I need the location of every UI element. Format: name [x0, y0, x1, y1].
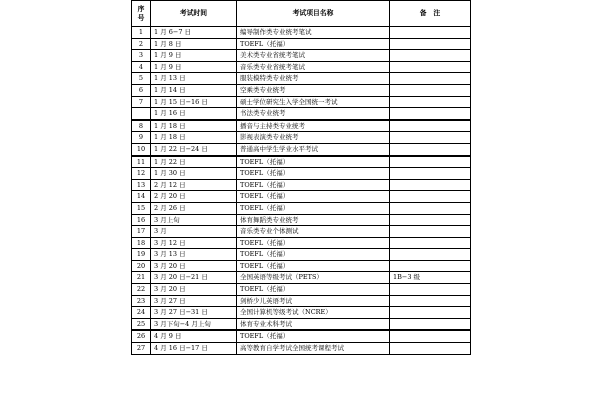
- cell-name: TOEFL（托福）: [237, 237, 390, 249]
- cell-note: [390, 249, 471, 261]
- cell-seq: 19: [132, 249, 151, 261]
- cell-name: 编导制作类专业统考笔试: [237, 27, 390, 39]
- cell-note: [390, 108, 471, 120]
- table-row: [132, 143, 471, 155]
- cell-time: 3 月 20 日: [151, 284, 237, 296]
- cell-seq: 18: [132, 237, 151, 249]
- cell-name: 体育专业术科考试: [237, 318, 390, 330]
- cell-seq: 10: [132, 143, 151, 155]
- cell-note: [390, 307, 471, 319]
- table-row: [132, 237, 471, 249]
- table-row: [132, 202, 471, 214]
- cell-seq: 26: [132, 330, 151, 342]
- cell-time: 3 月 20 日−21 日: [151, 272, 237, 284]
- cell-time: 1 月 14 日: [151, 84, 237, 96]
- cell-note: [390, 343, 471, 355]
- cell-time: 1 月 18 日: [151, 132, 237, 144]
- cell-time: 1 月 22 日: [151, 156, 237, 168]
- cell-seq: 14: [132, 191, 151, 203]
- cell-time: 3 月: [151, 226, 237, 238]
- cell-note: [390, 38, 471, 50]
- table-row: [132, 168, 471, 180]
- cell-note: [390, 179, 471, 191]
- cell-time: 1 月 22 日−24 日: [151, 143, 237, 155]
- table-row: [132, 38, 471, 50]
- cell-seq: [132, 108, 151, 120]
- cell-note: [390, 330, 471, 342]
- cell-seq: 2: [132, 38, 151, 50]
- cell-time: 3 月 12 日: [151, 237, 237, 249]
- cell-name: TOEFL（托福）: [237, 260, 390, 272]
- cell-note: 1B−3 级: [390, 272, 471, 284]
- table-row: [132, 179, 471, 191]
- cell-note: [390, 168, 471, 180]
- cell-note: [390, 27, 471, 39]
- cell-time: 3 月 20 日: [151, 260, 237, 272]
- cell-seq: 3: [132, 50, 151, 62]
- table-row: [132, 272, 471, 284]
- cell-time: 4 月 16 日−17 日: [151, 343, 237, 355]
- cell-name: TOEFL（托福）: [237, 191, 390, 203]
- table-row: [132, 132, 471, 144]
- cell-time: 4 月 9 日: [151, 330, 237, 342]
- cell-name: 硕士学位研究生入学全国统一考试: [237, 96, 390, 108]
- table-row: [132, 307, 471, 319]
- cell-note: [390, 284, 471, 296]
- header-name: 考试项目名称: [237, 1, 390, 27]
- cell-name: TOEFL（托福）: [237, 202, 390, 214]
- cell-seq: 20: [132, 260, 151, 272]
- cell-seq: 5: [132, 73, 151, 85]
- cell-name: TOEFL（托福）: [237, 156, 390, 168]
- table-row: [132, 249, 471, 261]
- cell-time: 3 月下旬−4 月上旬: [151, 318, 237, 330]
- cell-name: TOEFL（托福）: [237, 284, 390, 296]
- table-row: [132, 318, 471, 330]
- header-seq: 序 号: [132, 1, 151, 27]
- cell-note: [390, 202, 471, 214]
- cell-note: [390, 156, 471, 168]
- cell-seq: 27: [132, 343, 151, 355]
- table-row: [132, 50, 471, 62]
- cell-note: [390, 84, 471, 96]
- cell-seq: 22: [132, 284, 151, 296]
- table-row: [132, 226, 471, 238]
- cell-time: 1 月 30 日: [151, 168, 237, 180]
- cell-name: TOEFL（托福）: [237, 168, 390, 180]
- cell-name: 美术类专业省统考笔试: [237, 50, 390, 62]
- table-row: [132, 284, 471, 296]
- cell-time: 1 月 15 日−16 日: [151, 96, 237, 108]
- cell-name: 服装模特类专业统考: [237, 73, 390, 85]
- cell-name: TOEFL（托福）: [237, 179, 390, 191]
- cell-time: 1 月 9 日: [151, 61, 237, 73]
- cell-name: 普通高中学生学业水平考试: [237, 143, 390, 155]
- table-row: [132, 260, 471, 272]
- cell-time: 2 月 12 日: [151, 179, 237, 191]
- cell-name: TOEFL（托福）: [237, 330, 390, 342]
- table-row: [132, 295, 471, 307]
- cell-seq: 23: [132, 295, 151, 307]
- cell-time: 3 月 27 日−31 日: [151, 307, 237, 319]
- cell-note: [390, 295, 471, 307]
- cell-seq: 13: [132, 179, 151, 191]
- cell-seq: 11: [132, 156, 151, 168]
- cell-seq: 1: [132, 27, 151, 39]
- table-row: [132, 191, 471, 203]
- cell-time: 1 月 8 日: [151, 38, 237, 50]
- table-row: [132, 120, 471, 132]
- table-row: [132, 27, 471, 39]
- cell-time: 1 月 9 日: [151, 50, 237, 62]
- cell-seq: 4: [132, 61, 151, 73]
- cell-name: 音乐类专业个体测试: [237, 226, 390, 238]
- cell-seq: 15: [132, 202, 151, 214]
- cell-note: [390, 96, 471, 108]
- cell-time: 1 月 6−7 日: [151, 27, 237, 39]
- cell-name: 影视表演类专业统考: [237, 132, 390, 144]
- cell-note: [390, 143, 471, 155]
- cell-seq: 21: [132, 272, 151, 284]
- cell-seq: 12: [132, 168, 151, 180]
- table-row: [132, 84, 471, 96]
- cell-seq: 8: [132, 120, 151, 132]
- cell-name: TOEFL（托福）: [237, 38, 390, 50]
- cell-seq: 9: [132, 132, 151, 144]
- cell-note: [390, 260, 471, 272]
- table-row: [132, 343, 471, 355]
- cell-name: 全国英语等级考试（PETS）: [237, 272, 390, 284]
- cell-time: 2 月 20 日: [151, 191, 237, 203]
- table-row: [132, 214, 471, 226]
- cell-name: 音乐类专业省统考笔试: [237, 61, 390, 73]
- cell-time: 1 月 13 日: [151, 73, 237, 85]
- cell-name: 全国计算机等级考试（NCRE）: [237, 307, 390, 319]
- cell-time: 1 月 16 日: [151, 108, 237, 120]
- cell-note: [390, 226, 471, 238]
- header-time: 考试时间: [151, 1, 237, 27]
- cell-name: TOEFL（托福）: [237, 249, 390, 261]
- cell-time: 2 月 26 日: [151, 202, 237, 214]
- cell-note: [390, 73, 471, 85]
- cell-seq: 16: [132, 214, 151, 226]
- cell-seq: 25: [132, 318, 151, 330]
- cell-name: 播音与主持类专业统考: [237, 120, 390, 132]
- cell-time: 1 月 18 日: [151, 120, 237, 132]
- cell-time: 3 月 13 日: [151, 249, 237, 261]
- cell-note: [390, 120, 471, 132]
- cell-name: 体育舞蹈类专业统考: [237, 214, 390, 226]
- header-row: [132, 1, 471, 27]
- cell-note: [390, 214, 471, 226]
- cell-note: [390, 191, 471, 203]
- cell-note: [390, 237, 471, 249]
- cell-seq: 7: [132, 96, 151, 108]
- cell-time: 3 月上旬: [151, 214, 237, 226]
- cell-seq: 6: [132, 84, 151, 96]
- table-row: [132, 96, 471, 108]
- exam-schedule-table: [131, 0, 471, 355]
- table-row: [132, 156, 471, 168]
- cell-seq: 24: [132, 307, 151, 319]
- cell-note: [390, 132, 471, 144]
- cell-note: [390, 318, 471, 330]
- table-row: [132, 330, 471, 342]
- cell-name: 高等教育自学考试全国统考课程考试: [237, 343, 390, 355]
- cell-time: 3 月 27 日: [151, 295, 237, 307]
- table-row: [132, 108, 471, 120]
- header-note: 备 注: [390, 1, 471, 27]
- cell-name: 书法类专业统考: [237, 108, 390, 120]
- cell-note: [390, 61, 471, 73]
- table-row: [132, 73, 471, 85]
- cell-seq: 17: [132, 226, 151, 238]
- cell-name: 空乘类专业统考: [237, 84, 390, 96]
- table-row: [132, 61, 471, 73]
- cell-note: [390, 50, 471, 62]
- cell-name: 剑桥少儿英语考试: [237, 295, 390, 307]
